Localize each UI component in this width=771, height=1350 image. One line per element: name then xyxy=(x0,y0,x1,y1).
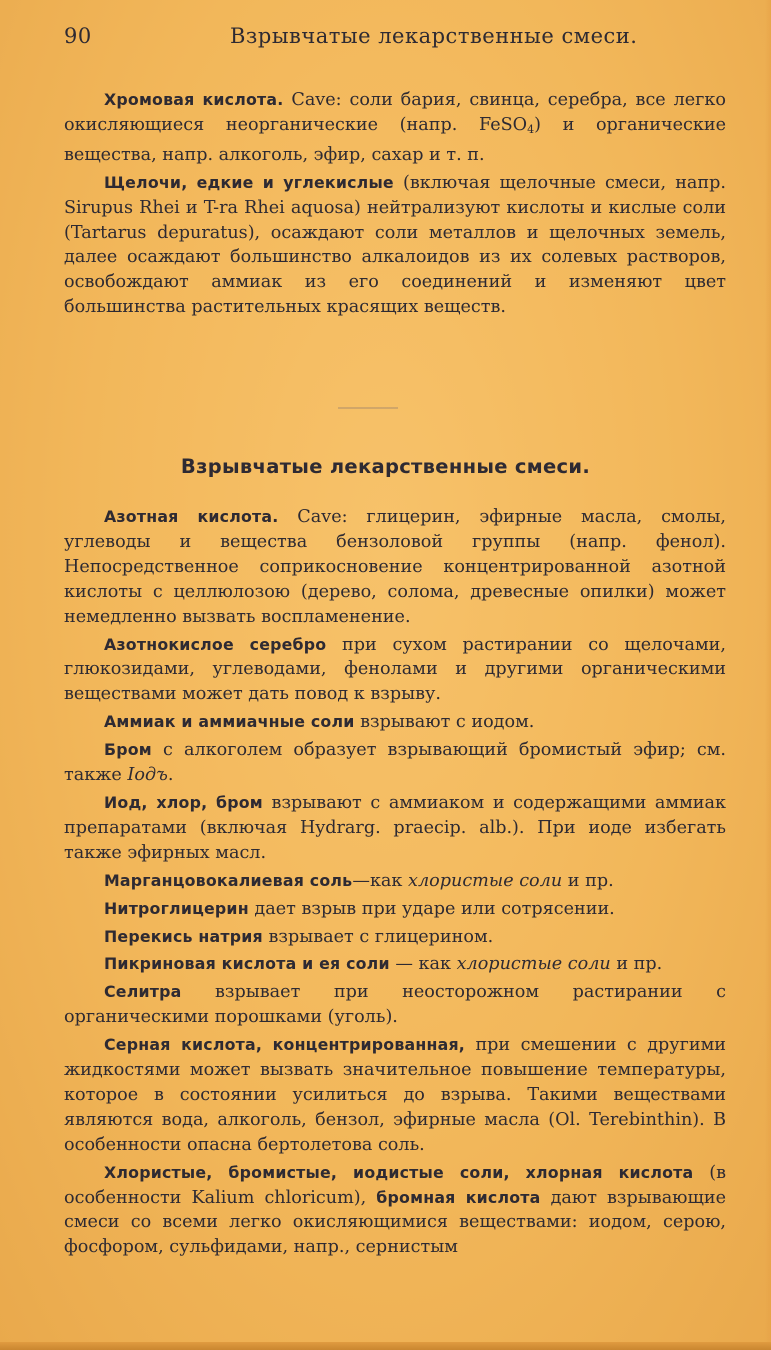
entry-paragraph xyxy=(64,738,726,788)
term-bold: бромная кислота xyxy=(376,1187,541,1207)
entry-paragraph xyxy=(64,952,726,977)
page-edge-shadow xyxy=(765,0,771,1350)
page-bottom-edge xyxy=(0,1342,771,1350)
term-bold: Серная кислота, концентрированная, xyxy=(104,1035,466,1055)
intro-text xyxy=(64,88,726,320)
entry-text: —как xyxy=(352,870,409,891)
term-bold: Азотная кислота. xyxy=(104,507,279,526)
entry-text: взрывает при неосторожном растирании с органическими порошками (уголь). xyxy=(64,982,726,1028)
entry-paragraph xyxy=(64,869,726,894)
entry-paragraph xyxy=(64,897,726,922)
entry-paragraph xyxy=(64,710,726,735)
italic-reference: хлористые соли xyxy=(456,954,611,975)
entry-paragraph xyxy=(64,925,726,950)
italic-reference: Іодъ xyxy=(127,765,168,786)
term-bold: Аммиак и аммиачные соли xyxy=(104,712,355,732)
term-bold: Хлористые, бромистые, иодистые соли, хлорная кислота xyxy=(104,1162,694,1182)
entry-text: при сухом растирании со щелочами, глюкозидами, углеводами, фенолами и другими органическими веществами может дать повод к взрыву. xyxy=(64,634,727,705)
term-bold: Нитроглицерин xyxy=(104,898,249,918)
entry-paragraph xyxy=(64,633,726,708)
term-bold: Иод, хлор, бром xyxy=(104,792,263,812)
entry-text: . xyxy=(167,765,174,786)
paragraph-alkalis xyxy=(64,171,726,320)
paragraph-text: (включая щелочные смеси, напр. Sirupus Rhei и T-ra Rhei aquosa) нейтрализуют кислоты и кислые соли (Tartarus depuratus), осаждают соли металлов и щелочных земель, далее осаждают большинство алкалоидов из их солевых растворов, освобождают аммиак из его соединений и изменяют цвет большинства растительных красящих веществ. xyxy=(64,172,726,318)
entry-text: (в особенности Kalium chloricum), xyxy=(64,1162,726,1208)
term-bold: Бром xyxy=(104,740,152,760)
entry-text: дает взрыв при ударе или сотрясении. xyxy=(248,898,615,919)
section-divider xyxy=(338,407,398,409)
paragraph-text: Cave: соли бария, свинца, серебра, все легко окисляющиеся неорганические (напр. FeSO xyxy=(64,90,726,135)
subscript: 4 xyxy=(527,122,535,136)
entry-paragraph xyxy=(64,1161,726,1261)
term-bold: Марганцовокалиевая соль xyxy=(104,870,353,890)
term-bold: Селитра xyxy=(104,982,182,1002)
italic-reference: хлористые соли xyxy=(408,870,563,891)
term-bold: Перекись натрия xyxy=(104,926,263,946)
term-bold: Щелочи, едкие и углекислые xyxy=(104,172,394,192)
paragraph-text: ) и органические вещества, напр. алкоголь, эфир, сахар и т. п. xyxy=(64,114,726,165)
entry-text: взрывают с аммиаком и содержащими аммиак препаратами (включая Hydrarg. praecip. alb.). При иоде избегать также эфирных масл. xyxy=(64,792,726,863)
entry-text: и пр. xyxy=(610,954,663,975)
entry-text: — как xyxy=(389,954,457,975)
entry-text: Cave: глицерин, эфирные масла, смолы, углеводы и вещества бензоловой группы (напр. фенол). Непосредственное соприкосновение концентрированной азотной кислоты с целлюлозою (дерево, солома, древесные опилки) может немедленно вызвать воспламенение. xyxy=(64,507,726,627)
entry-text: и пр. xyxy=(562,870,614,891)
entry-text: с алкоголем образует взрывающий бромистый эфир; см. также xyxy=(64,740,726,786)
paragraph-chromic-acid xyxy=(64,88,726,168)
page-number: 90 xyxy=(64,24,92,48)
term-bold: Азотнокислое серебро xyxy=(104,634,327,654)
entry-paragraph xyxy=(64,1033,726,1158)
entry-text: при смешении с другими жидкостями может вызвать значительное повышение температуры, которое в состоянии усилиться до взрыва. Такими веществами являются вода, алкоголь, бензол, эфирные масла (Ol. Terebinthin). В особенности опасна бертолетова соль. xyxy=(64,1035,726,1155)
entry-text: дают взрывающие смеси со всеми легко окисляющимися веществами: иодом, серою, фосфором, сульфидами, напр., сернистым xyxy=(64,1187,726,1258)
entry-paragraph xyxy=(64,980,726,1030)
entry-text: взрывают с иодом. xyxy=(354,712,535,733)
section-title: Взрывчатые лекарственные смеси. xyxy=(180,455,591,478)
running-title: Взрывчатые лекарственные смеси. xyxy=(230,24,638,48)
term-bold: Пикриновая кислота и ея соли xyxy=(104,954,390,974)
term-bold: Хромовая кислота. xyxy=(104,90,284,109)
section-text xyxy=(64,505,726,1260)
entry-paragraph xyxy=(64,505,726,630)
entry-paragraph xyxy=(64,791,726,866)
entry-text: взрывает с глицерином. xyxy=(262,926,494,947)
